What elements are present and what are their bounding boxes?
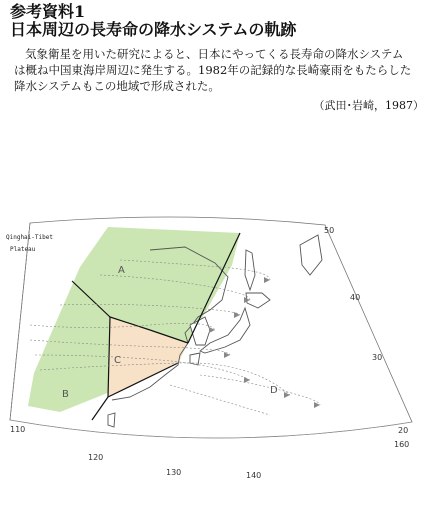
- lon-label-110: 110: [10, 425, 26, 434]
- kyushu: [190, 353, 200, 365]
- body-line-1: 気象衛星を用いた研究によると、日本にやってくる長寿命の降水システム: [25, 47, 404, 61]
- track-map: [0, 205, 438, 505]
- plateau-label-line-1: Qinghai-Tibet: [6, 234, 53, 241]
- lon-label-120: 120: [88, 453, 104, 462]
- document-label: 参考資料1: [10, 2, 86, 21]
- lon-label-160: 160: [394, 440, 410, 449]
- plateau-label-line-2: Plateau: [10, 246, 36, 253]
- region-label-b: B: [62, 389, 69, 400]
- region-label-c: C: [114, 355, 121, 366]
- taiwan: [108, 413, 115, 427]
- citation: （武田･岩崎，1987）: [313, 99, 424, 112]
- document-title: 日本周辺の長寿命の降水システムの軌跡: [10, 20, 297, 39]
- lat-label-20: 20: [398, 426, 409, 435]
- region-label-a: A: [118, 265, 125, 276]
- lat-label-40: 40: [350, 293, 361, 302]
- body-line-2: は概ね中国東海岸周辺に発生する。1982年の記録的な長崎豪雨をもたらした: [14, 63, 412, 77]
- region-label-d: D: [270, 385, 278, 396]
- lon-label-140: 140: [246, 471, 262, 480]
- lat-label-30: 30: [372, 353, 383, 362]
- lon-label-130: 130: [166, 468, 182, 477]
- body-line-3: 降水システムもこの地域で形成された。: [14, 79, 220, 93]
- lat-label-50: 50: [324, 226, 335, 235]
